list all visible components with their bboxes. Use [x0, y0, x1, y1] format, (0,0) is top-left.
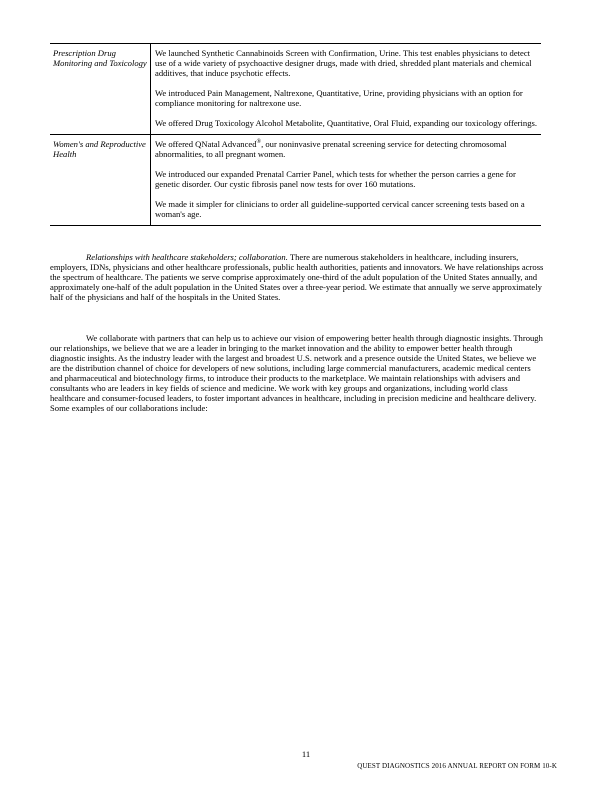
registered-mark: ®	[256, 139, 262, 146]
table-row	[50, 44, 541, 135]
paragraph-body: There are numerous stakeholders in healthcare, including insurers, employers, IDNs, physicians and other healthcare professionals, public health authorities, patients and innovators. We have relationships across the spectrum of healthcare. The patients we serve comprise approximately one-third of the adult population of the United States annually, and approximately one-half of the adult population in the United States over a three-year period. We estimate that annually we serve approximately half of the physicians and half of the hospitals in the United States.	[50, 252, 544, 302]
report-footer: QUEST DIAGNOSTICS 2016 ANNUAL REPORT ON FORM 10-K	[357, 762, 557, 770]
item-text: , our noninvasive prenatal screening service for detecting chromosomal abnormalities, to all pregnant women.	[155, 139, 507, 159]
item-text: We offered QNatal Advanced	[155, 139, 257, 149]
description-cell	[151, 44, 542, 135]
category-cell: Women's and Reproductive Health	[50, 135, 151, 226]
description-cell	[151, 135, 542, 226]
category-cell: Prescription Drug Monitoring and Toxicology	[50, 44, 151, 135]
paragraph-relationships	[50, 252, 545, 302]
list-item	[155, 139, 538, 159]
list-item: We made it simpler for clinicians to order all guideline-supported cervical cancer screening tests based on a woman's age.	[155, 199, 525, 219]
list-item: We introduced Pain Management, Naltrexone, Quantitative, Urine, providing physicians with an option for compliance monitoring for naltrexone use.	[155, 88, 523, 108]
offerings-table	[50, 43, 541, 226]
list-item: We offered Drug Toxicology Alcohol Metabolite, Quantitative, Oral Fluid, expanding our toxicology offerings.	[155, 118, 538, 128]
list-item: We introduced our expanded Prenatal Carrier Panel, which tests for whether the person carries a gene for genetic disorder. Our cystic fibrosis panel now tests for over 160 mutations.	[155, 169, 516, 189]
page-number: 11	[301, 749, 311, 759]
paragraph-heading: Relationships with healthcare stakeholders; collaboration.	[86, 252, 288, 262]
paragraph-collaboration	[50, 333, 545, 413]
list-item: We launched Synthetic Cannabinoids Screen with Confirmation, Urine. This test enables physicians to detect use of a wide variety of psychoactive designer drugs, made with dried, shredded plant materials and chemical additives, that induce psychotic effects.	[155, 48, 532, 78]
table-row	[50, 135, 541, 226]
paragraph-body: We collaborate with partners that can help us to achieve our vision of empowering better health through diagnostic insights. Through our relationships, we believe that we are a leader in bringing to the market innovation and the ability to empower better health through diagnostic insights. As the industry leader with the largest and broadest U.S. network and a presence outside the United States, we believe we are the distribution channel of choice for developers of new solutions, including large commercial manufacturers, academic medical centers and pharmaceutical and biotechnology firms, to introduce their products to the marketplace. We maintain relationships with advisers and consultants who are leaders in key fields of science and medicine. We work with key groups and organizations, including world class healthcare and consumer-focused leaders, to foster important advances in healthcare, including in precision medicine and healthcare delivery. Some examples of our collaborations include:	[50, 333, 543, 413]
